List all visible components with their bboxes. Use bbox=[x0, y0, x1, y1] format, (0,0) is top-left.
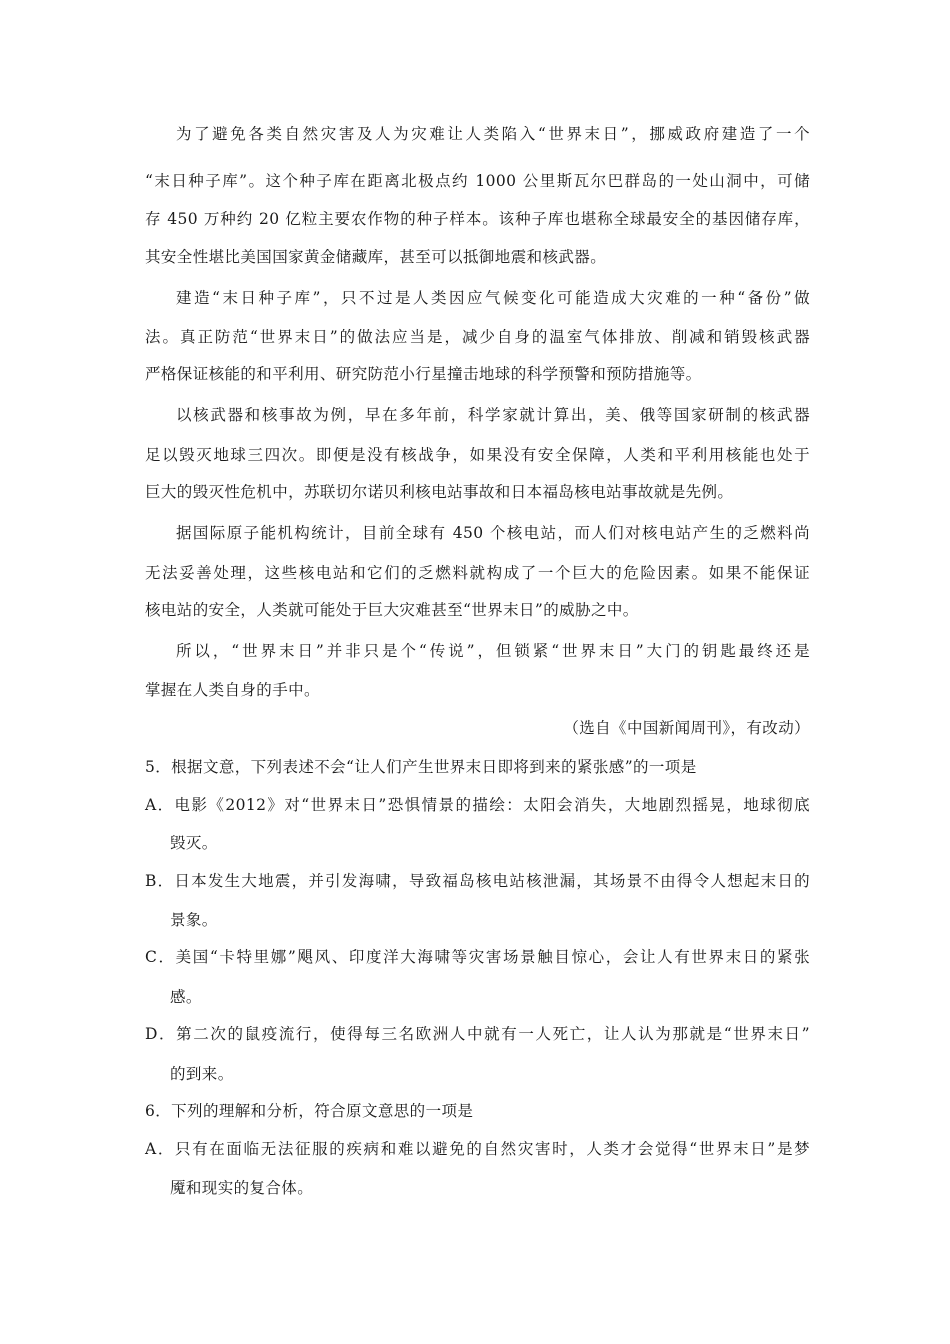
passage-line: 据国际原子能机构统计，目前全球有 450 个核电站，而人们对核电站产生的乏燃料尚 bbox=[176, 524, 810, 542]
passage-line: 为了避免各类自然灾害及人为灾难让人类陷入“世界末日”，挪威政府建造了一个 bbox=[176, 125, 810, 143]
passage-line: 存 450 万种约 20 亿粒主要农作物的种子样本。该种子库也堪称全球最安全的基因储存库， bbox=[145, 210, 810, 228]
question-5-option-c: C．美国“卡特里娜”飓风、印度洋大海啸等灾害场景触目惊心，会让人有世界末日的紧张 bbox=[145, 948, 810, 966]
passage-line: 严格保证核能的和平利用、研究防范小行星撞击地球的科学预警和预防措施等。 bbox=[145, 365, 702, 383]
passage-line: 巨大的毁灭性危机中，苏联切尔诺贝利核电站事故和日本福岛核电站事故就是先例。 bbox=[145, 483, 734, 501]
question-5-option-b: B．日本发生大地震，并引发海啸，导致福岛核电站核泄漏，其场景不由得令人想起末日的 bbox=[145, 872, 810, 890]
question-6-option-a: A．只有在面临无法征服的疾病和难以避免的自然灾害时，人类才会觉得“世界末日”是梦 bbox=[145, 1140, 810, 1158]
question-6-stem: 6．下列的理解和分析，符合原文意思的一项是 bbox=[145, 1102, 474, 1120]
question-5-stem: 5．根据文意，下列表述不会“让人们产生世界末日即将到来的紧张感”的一项是 bbox=[145, 758, 697, 776]
question-6-option-a-continued: 魇和现实的复合体。 bbox=[170, 1179, 314, 1197]
question-5-option-c-continued: 感。 bbox=[170, 988, 202, 1006]
passage-line: 足以毁灭地球三四次。即便是没有核战争，如果没有安全保障，人类和平利用核能也处于 bbox=[145, 446, 810, 464]
passage-line: “末日种子库”。这个种子库在距离北极点约 1000 公里斯瓦尔巴群岛的一处山洞中，可储 bbox=[145, 172, 810, 190]
question-5-option-b-continued: 景象。 bbox=[170, 911, 218, 929]
passage-line: 掌握在人类自身的手中。 bbox=[145, 681, 320, 699]
passage-line: 其安全性堪比美国国家黄金储藏库，甚至可以抵御地震和核武器。 bbox=[145, 248, 607, 266]
passage-line: 所以，“世界末日”并非只是个“传说”，但锁紧“世界末日”大门的钥匙最终还是 bbox=[176, 642, 810, 660]
passage-line: 以核武器和核事故为例，早在多年前，科学家就计算出，美、俄等国家研制的核武器 bbox=[176, 406, 810, 424]
passage-line: 建造“末日种子库”，只不过是人类因应气候变化可能造成大灾难的一种“备份”做 bbox=[176, 289, 810, 307]
question-5-option-d: D．第二次的鼠疫流行，使得每三名欧洲人中就有一人死亡，让人认为那就是“世界末日” bbox=[145, 1025, 810, 1043]
question-5-option-a: A．电影《2012》对“世界末日”恐惧情景的描绘：太阳会消失，大地剧烈摇晃，地球彻底 bbox=[145, 796, 810, 814]
source-citation: （选自《中国新闻周刊》，有改动） bbox=[563, 719, 810, 737]
passage-line: 法。真正防范“世界末日”的做法应当是，减少自身的温室气体排放、削减和销毁核武器 bbox=[145, 328, 810, 346]
passage-line: 无法妥善处理，这些核电站和它们的乏燃料就构成了一个巨大的危险因素。如果不能保证 bbox=[145, 564, 810, 582]
question-5-option-d-continued: 的到来。 bbox=[170, 1065, 234, 1083]
passage-line: 核电站的安全，人类就可能处于巨大灾难甚至“世界末日”的威胁之中。 bbox=[145, 601, 639, 619]
question-5-option-a-continued: 毁灭。 bbox=[170, 834, 218, 852]
